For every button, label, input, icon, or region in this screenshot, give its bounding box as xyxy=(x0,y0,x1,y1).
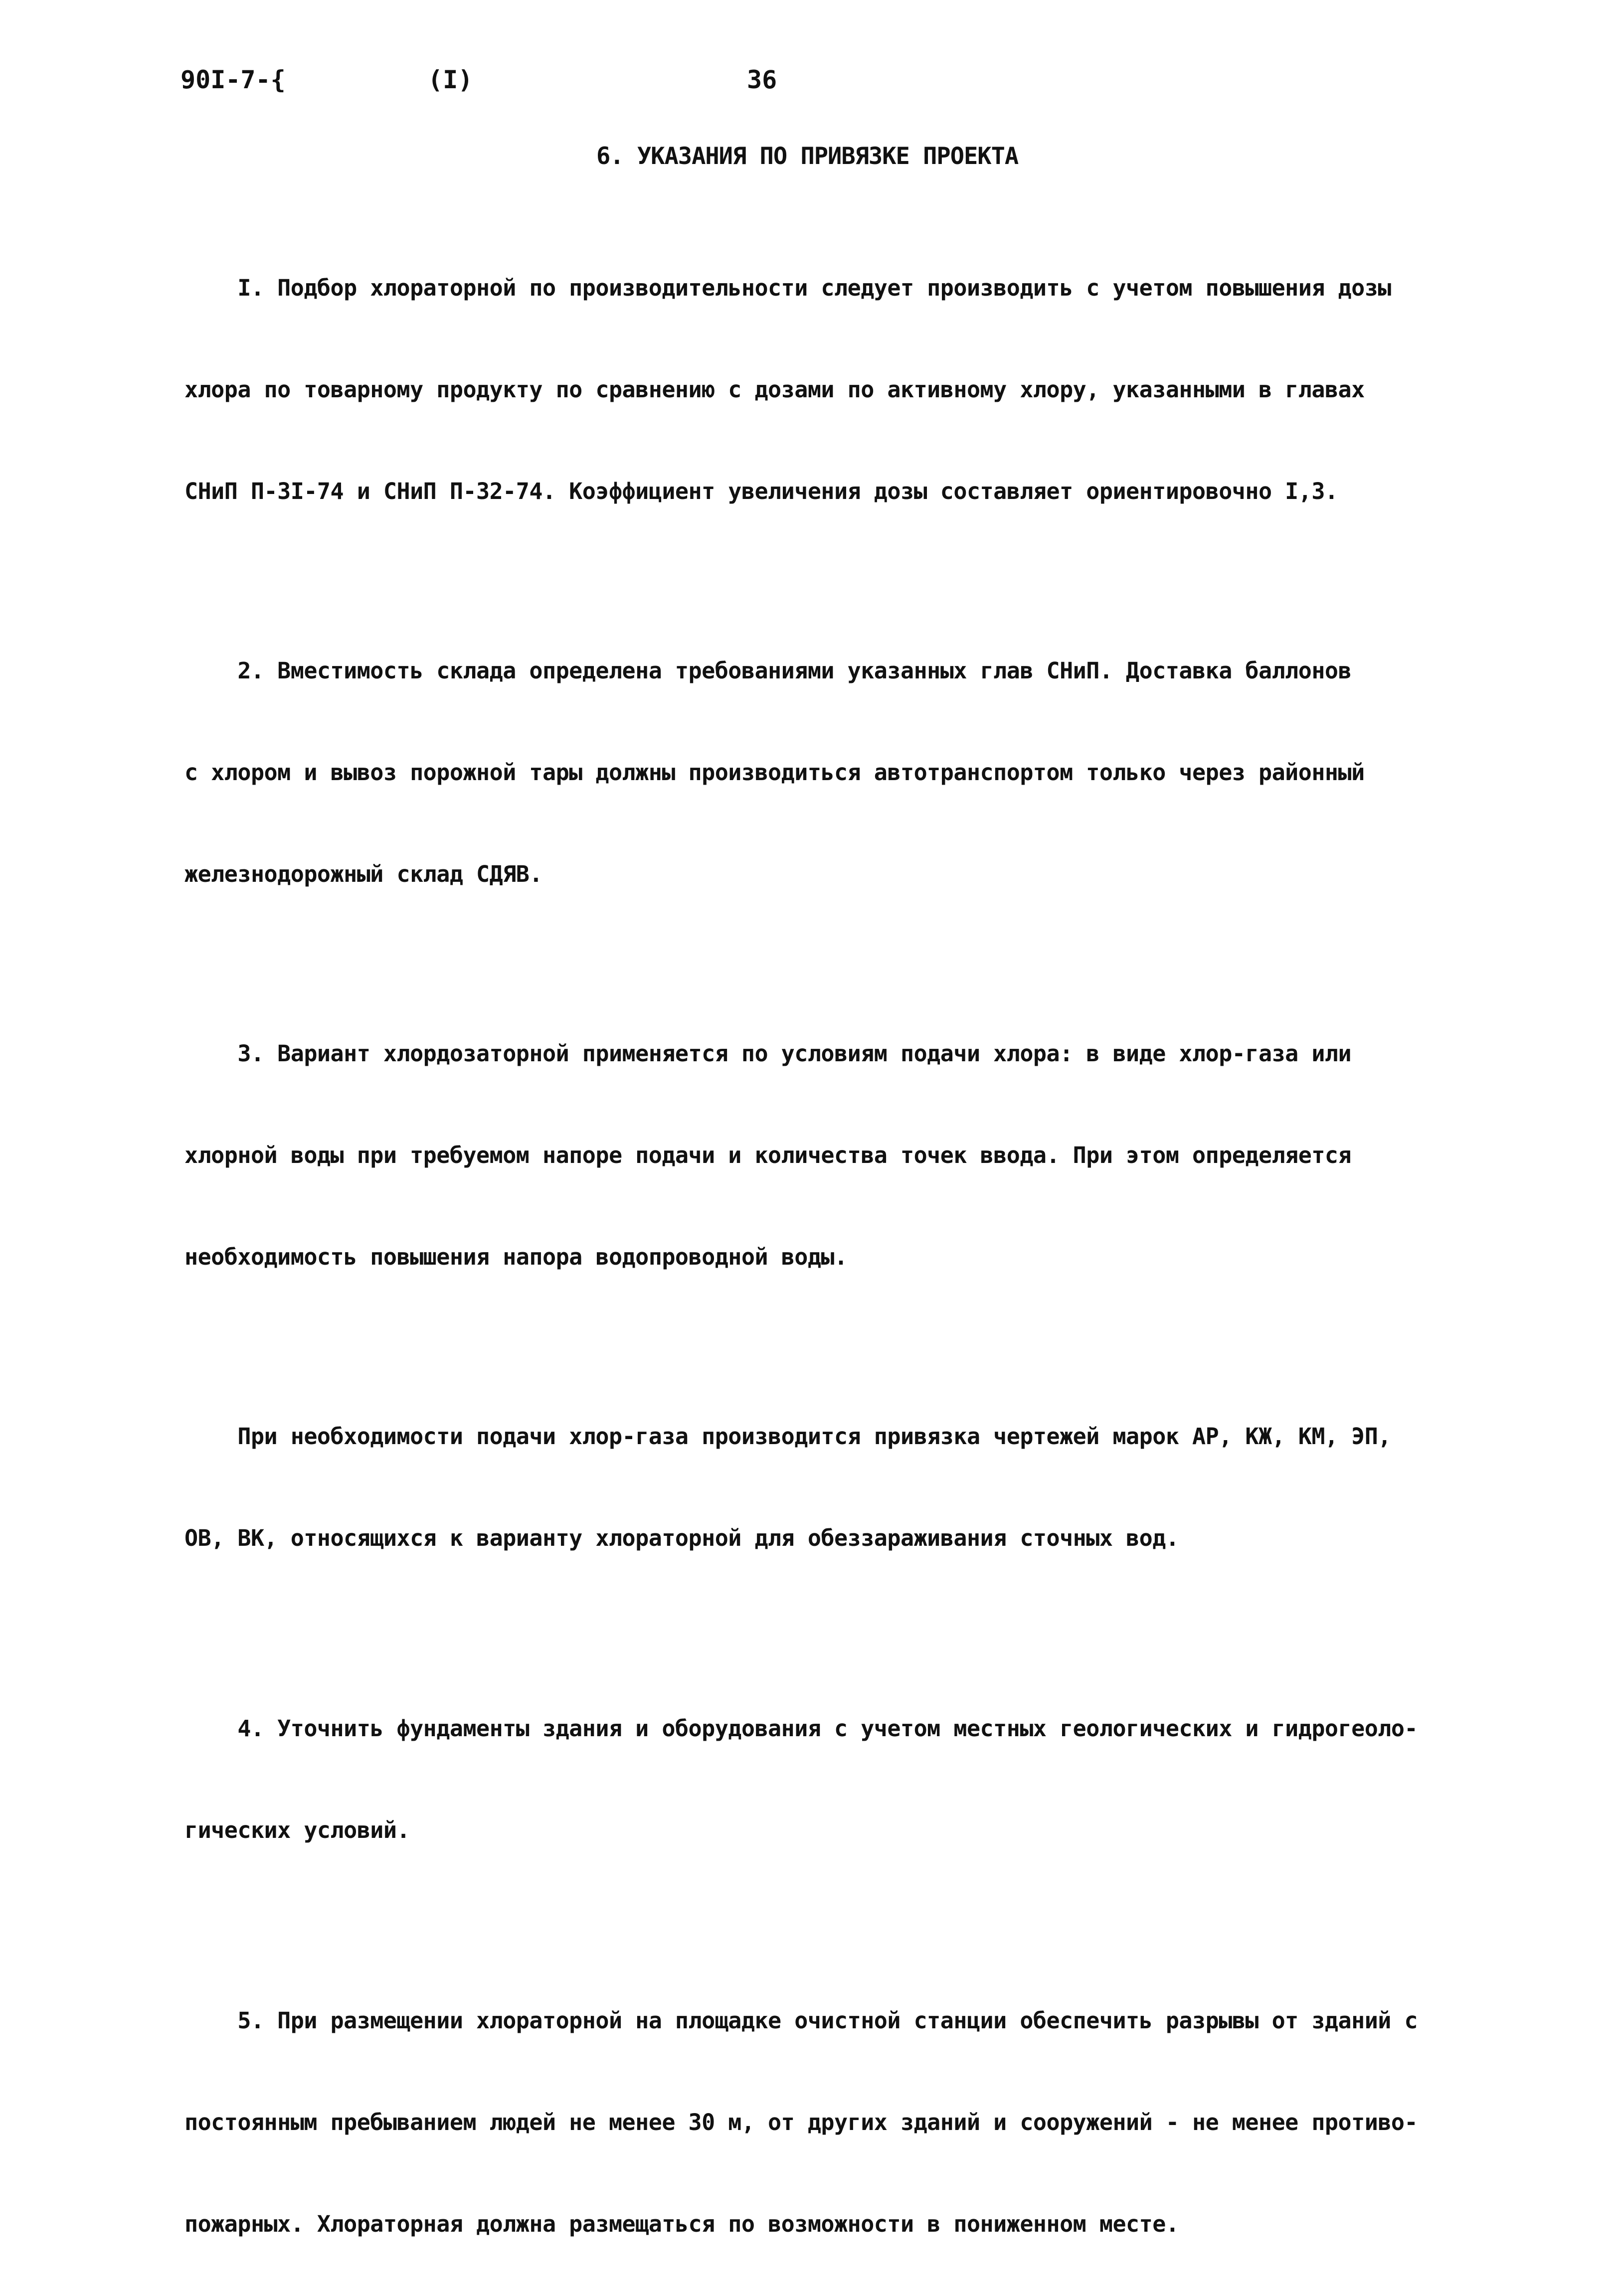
document-code: 90I-7-{ xyxy=(180,65,286,94)
paragraph-1 xyxy=(184,203,1451,576)
paragraph-line: СНиП П-3I-74 и СНиП П-32-74. Коэффициент увеличения дозы составляет ориентировочно I,3. xyxy=(184,478,1338,504)
paragraph-line: 2. Вместимость склада определена требованиями указанных глав СНиП. Доставка баллонов xyxy=(184,657,1352,684)
document-part: (I) xyxy=(428,65,473,94)
paragraph-6 xyxy=(184,1936,1451,2296)
paragraph-line: гических условий. xyxy=(184,1817,410,1843)
paragraph-2 xyxy=(184,586,1451,959)
paragraph-line: хлорной воды при требуемом напоре подачи и количества точек ввода. При этом определяется xyxy=(184,1142,1352,1168)
paragraph-5 xyxy=(184,1644,1451,1915)
page-number: 36 xyxy=(747,65,777,94)
paragraph-line: железнодорожный склад СДЯВ. xyxy=(184,861,542,887)
paragraph-4 xyxy=(184,1352,1451,1623)
paragraph-line: 3. Вариант хлордозаторной применяется по условиям подачи хлора: в виде хлор-газа или xyxy=(184,1040,1352,1067)
paragraph-3 xyxy=(184,969,1451,1342)
paragraph-line: I. Подбор хлораторной по производительности следует производить с учетом повышения дозы xyxy=(184,275,1391,301)
section-title: 6. УКАЗАНИЯ ПО ПРИВЯЗКЕ ПРОЕКТА xyxy=(596,143,1019,170)
paragraph-line: ОВ, ВК, относящихся к варианту хлораторной для обеззараживания сточных вод. xyxy=(184,1525,1179,1551)
paragraph-line: 4. Уточнить фундаменты здания и оборудования с учетом местных геологических и гидрогеоло- xyxy=(184,1715,1418,1742)
paragraph-line: хлора по товарному продукту по сравнению с дозами по активному хлору, указанными в главах xyxy=(184,376,1365,403)
document-body xyxy=(184,203,1451,2296)
paragraph-line: пожарных. Хлораторная должна размещаться по возможности в пониженном месте. xyxy=(184,2211,1179,2237)
paragraph-line: постоянным пребыванием людей не менее 30 м, от других зданий и сооружений - не менее противо- xyxy=(184,2109,1418,2135)
paragraph-line: При необходимости подачи хлор-газа производится привязка чертежей марок АР, КЖ, КМ, ЭП, xyxy=(184,1423,1391,1450)
paragraph-line: с хлором и вывоз порожной тары должны производиться автотранспортом только через районный xyxy=(184,759,1365,786)
paragraph-line: 5. При размещении хлораторной на площадке очистной станции обеспечить разрывы от зданий с xyxy=(184,2007,1418,2034)
paragraph-line: необходимость повышения напора водопроводной воды. xyxy=(184,1244,848,1270)
